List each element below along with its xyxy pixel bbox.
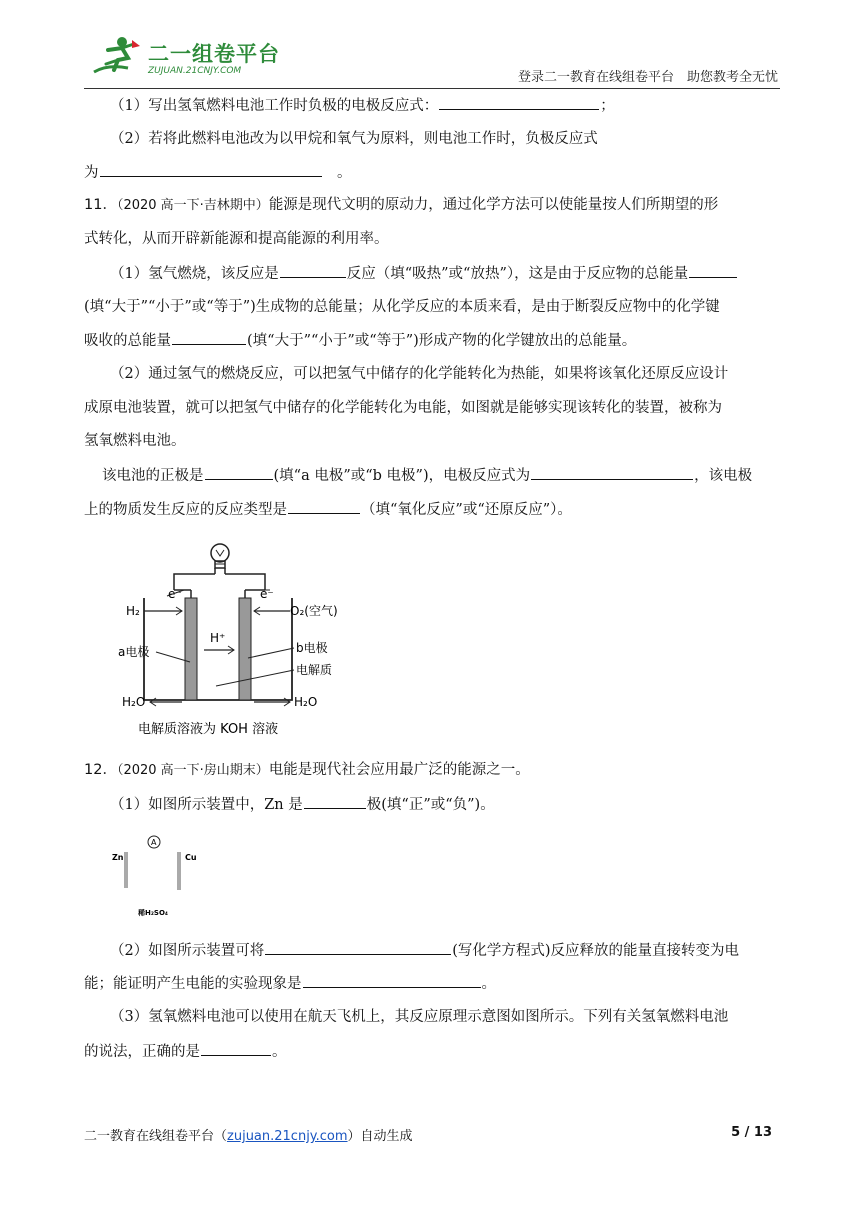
answer-blank[interactable] (205, 465, 273, 480)
a-electrode-label: a电极 (118, 645, 150, 659)
q11-p3-cont: 上的物质发生反应的反应类型是 （填“氧化反应”或“还原反应”）。 (84, 499, 784, 520)
q11-p1-cont: (填“大于”“小于”或“等于”)生成物的总能量；从化学反应的本质来看，是由于断裂反应物中的化学键 (84, 299, 720, 315)
h-plus-label: H⁺ (210, 631, 226, 645)
cu-label: Cu (185, 853, 197, 862)
answer-blank[interactable] (439, 95, 599, 110)
header-divider (84, 88, 780, 89)
answer-blank[interactable] (265, 940, 451, 955)
logo-url: ZUJUAN.21CNJY.COM (148, 66, 242, 76)
b-electrode-plate (239, 598, 251, 700)
q11-p2-cont: 成原电池装置，就可以把氢气中储存的化学能转化为电能，如图就是能够实现该转化的装置，被称为 (84, 400, 722, 416)
footer-credit: 二一教育在线组卷平台（zujuan.21cnjy.com）自动生成 (84, 1129, 413, 1144)
q11-p2-cont2: 氢氧燃料电池。 (84, 433, 186, 449)
header-slogan: 登录二一教育在线组卷平台 助您教考全无忧 (517, 70, 778, 85)
zn-electrode (124, 852, 128, 888)
q10-sub1: （1）写出氢氧燃料电池工作时负极的电极反应式： ； (110, 95, 810, 116)
footer-link[interactable]: zujuan.21cnjy.com (227, 1129, 348, 1144)
question-number: 12． (84, 762, 117, 778)
zn-cu-cell-diagram (108, 832, 208, 922)
answer-blank[interactable] (288, 499, 360, 514)
figure-caption: 电解质溶液为 KOH 溶液 (138, 722, 279, 737)
question-source: （2020 高一下·房山期末） (116, 763, 269, 778)
q11-stem-cont: 式转化，从而开辟新能源和提高能源的利用率。 (84, 231, 389, 247)
q12-p1: （1）如图所示装置中，Zn 是 极(填“正”或“负”)。 (110, 794, 810, 815)
electrolyte-label: 电解质 (296, 663, 333, 677)
q11-p1: （1）氢气燃烧，该反应是 反应（填“吸热”或“放热”），这是由于反应物的总能量 (110, 263, 810, 284)
question-number: 11． (84, 197, 117, 213)
water-right-label: H₂O (294, 695, 318, 709)
answer-blank[interactable] (100, 162, 322, 177)
acid-label: 稀H₂SO₄ (138, 909, 168, 917)
runner-logo-icon (88, 34, 148, 82)
q12-p2: （2）如图所示装置可将 (写化学方程式)反应释放的能量直接转变为电 (110, 940, 810, 961)
q10-sub2: （2）若将此燃料电池改为以甲烷和氧气为原料，则电池工作时，负极反应式 (110, 131, 598, 147)
q11-stem: 11．（2020 高一下·吉林期中）能源是现代文明的原动力，通过化学方法可以使能量按人们所期望的形 (84, 197, 719, 213)
h2-label: H₂ (126, 604, 140, 618)
logo-text: 二一组卷平台 (148, 42, 280, 66)
q12-p3-cont: 的说法，正确的是 。 (84, 1041, 784, 1062)
answer-blank[interactable] (201, 1041, 271, 1056)
page-number: 5 / 13 (731, 1125, 772, 1140)
answer-blank[interactable] (303, 973, 481, 988)
q11-p2: （2）通过氢气的燃烧反应，可以把氢气中储存的化学能转化为热能，如果将该氧化还原反应设计 (110, 366, 729, 382)
answer-blank[interactable] (304, 794, 366, 809)
fuel-cell-diagram (112, 540, 362, 745)
cu-electrode (177, 852, 181, 890)
answer-blank[interactable] (172, 330, 246, 345)
site-logo[interactable] (88, 34, 308, 82)
question-source: （2020 高一下·吉林期中） (116, 198, 269, 213)
q12-stem: 12．（2020 高一下·房山期末）电能是现代社会应用最广泛的能源之一。 (84, 762, 530, 778)
answer-blank[interactable] (531, 465, 693, 480)
q12-p3: （3）氢氧燃料电池可以使用在航天飞机上，其反应原理示意图如图所示。下列有关氢氧燃料电池 (110, 1009, 729, 1025)
electron-label-left: e⁻ (168, 587, 182, 601)
q12-p2-cont: 能；能证明产生电能的实验现象是 。 (84, 973, 784, 994)
water-left-label: H₂O (122, 695, 146, 709)
q11-p3: 该电池的正极是 (填“a 电极”或“b 电极”)，电极反应式为 ，该电极 (102, 465, 802, 486)
q11-p1-cont2: 吸收的总能量 (填“大于”“小于”或“等于”)形成产物的化学键放出的总能量。 (84, 330, 784, 351)
q10-sub2-cont: 为 。 (84, 162, 784, 183)
light-bulb-icon (211, 544, 229, 568)
a-electrode-plate (185, 598, 197, 700)
electron-label-right: e⁻ (260, 587, 274, 601)
zn-label: Zn (112, 853, 124, 862)
ammeter-label: A (151, 838, 157, 847)
o2-label: O₂(空气) (290, 604, 338, 618)
answer-blank[interactable] (280, 263, 346, 278)
answer-blank[interactable] (689, 263, 737, 278)
b-electrode-label: b电极 (296, 641, 328, 655)
